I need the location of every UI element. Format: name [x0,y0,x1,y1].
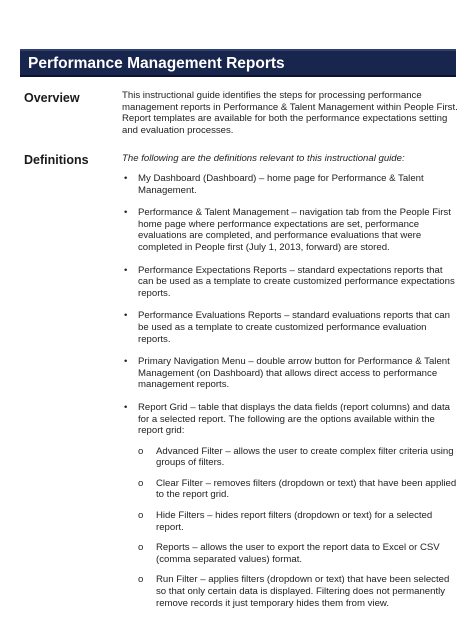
list-item [122,356,458,391]
circle-bullet-icon: o [138,510,144,522]
list-item [138,510,458,533]
list-item [138,574,458,609]
definition-text: Report Grid – table that displays the data fields (report columns) and data for a selected report. The following are the options available within the report grid: [138,401,450,437]
list-item [138,478,458,501]
report-grid-options-list [138,446,458,610]
option-text: Reports – allows the user to export the report data to Excel or CSV (comma separated values) format. [156,542,440,565]
bullet-icon: • [124,356,128,368]
page-title: Performance Management Reports [28,55,285,72]
option-text: Hide Filters – hides report filters (dropdown or text) for a selected report. [156,510,433,533]
definition-text: Performance & Talent Management – navigation tab from the People First home page where performance expectations are set, performance evaluations are completed, and performance evaluations that were completed in People first (July 1, 2013, forward) are stored. [138,207,451,253]
definitions-list [122,173,458,620]
list-item [122,207,458,253]
title-bar [20,49,456,77]
circle-bullet-icon: o [138,542,144,554]
overview-text: This instructional guide identifies the steps for processing performance management reports in Performance & Talent Management within People First. Report templates are available for both the performance expectations setting and evaluation processes. [122,90,458,136]
list-item [122,173,458,196]
option-text: Run Filter – applies filters (dropdown or text) that have been selected so that only certain data is displayed. Filtering does not permanently remove records it just temporary hides them from view. [156,574,450,609]
circle-bullet-icon: o [138,574,144,586]
bullet-icon: • [124,310,128,322]
bullet-icon: • [124,264,128,276]
definition-text: Primary Navigation Menu – double arrow button for Performance & Talent Management (on Dashboard) that allows direct access to performance management reports. [138,356,450,391]
list-item [138,446,458,469]
definitions-intro: The following are the definitions relevant to this instructional guide: [122,153,405,164]
circle-bullet-icon: o [138,477,144,489]
list-item [122,402,458,609]
definition-text: Performance Evaluations Reports – standard evaluations reports that can be used as a template to create customized performance evaluation reports. [138,310,450,345]
definition-text: My Dashboard (Dashboard) – home page for Performance & Talent Management. [138,173,424,196]
list-item [122,310,458,345]
bullet-icon: • [124,401,128,413]
option-text: Clear Filter – removes filters (dropdown or text) that have been applied to the report grid. [156,477,457,501]
bullet-icon: • [124,173,128,184]
overview-heading: Overview [24,91,80,105]
definition-text: Performance Expectations Reports – standard expectations reports that can be used as a template to create customized performance expectations reports. [138,264,455,299]
definitions-heading: Definitions [24,153,89,167]
bullet-icon: • [124,207,128,219]
option-text: Advanced Filter – allows the user to create complex filter criteria using groups of filters. [156,445,454,469]
list-item [138,542,458,565]
list-item [122,265,458,300]
circle-bullet-icon: o [138,445,144,457]
